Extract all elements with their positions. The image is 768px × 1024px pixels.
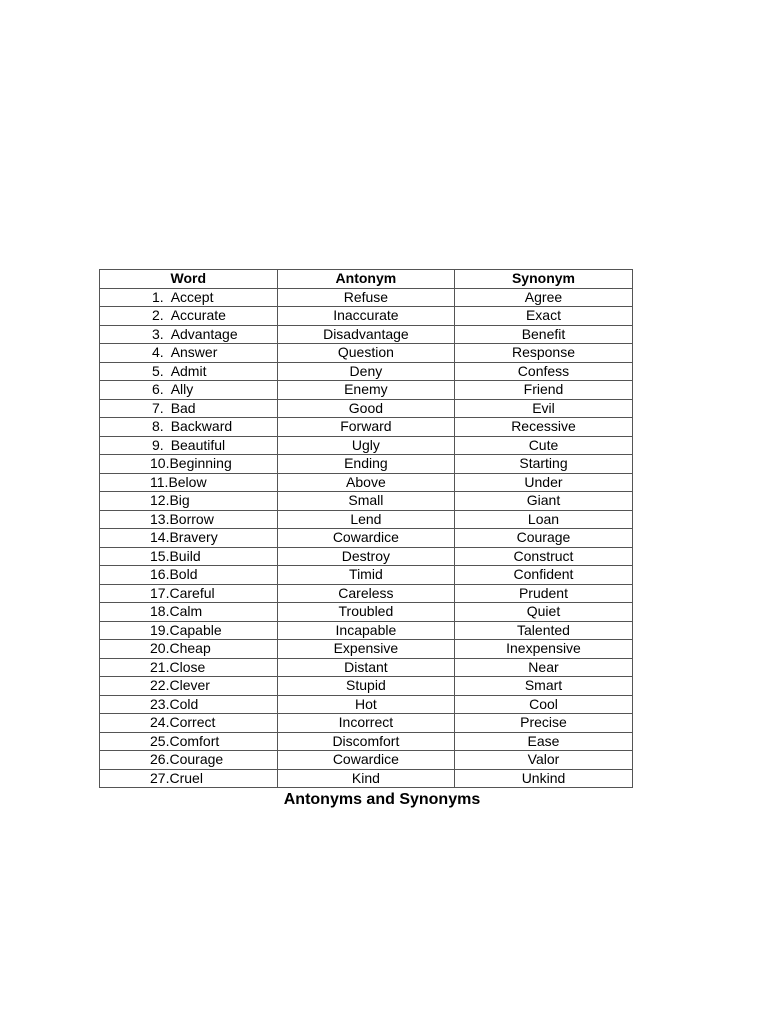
row-number: 9. [152, 436, 164, 453]
word-text: Backward [170, 418, 233, 435]
synonym-cell: Prudent [455, 584, 633, 603]
synonym-cell: Confess [455, 362, 633, 381]
word-cell [100, 436, 278, 455]
word-text: Capable [169, 621, 222, 638]
table-header-row [100, 270, 633, 289]
synonym-cell: Under [455, 473, 633, 492]
antonym-cell: Careless [277, 584, 455, 603]
table-row [100, 658, 633, 677]
table-row [100, 529, 633, 548]
table-row [100, 288, 633, 307]
word-text: Big [169, 492, 190, 509]
word-cell [100, 751, 278, 770]
row-number: 22. [150, 677, 170, 694]
antonym-cell: Hot [277, 695, 455, 714]
word-cell [100, 288, 278, 307]
word-text: Bold [169, 566, 198, 583]
word-text: Beginning [169, 455, 232, 472]
table-row [100, 399, 633, 418]
synonym-cell: Construct [455, 547, 633, 566]
word-text: Cheap [169, 640, 211, 657]
antonym-cell: Troubled [277, 603, 455, 622]
antonym-cell: Ending [277, 455, 455, 474]
word-text: Build [169, 547, 201, 564]
synonym-cell: Unkind [455, 769, 633, 788]
synonym-cell: Cute [455, 436, 633, 455]
synonym-cell: Benefit [455, 325, 633, 344]
table-row [100, 455, 633, 474]
word-text: Comfort [169, 732, 220, 749]
synonym-cell: Recessive [455, 418, 633, 437]
row-number: 12. [150, 492, 170, 509]
vocabulary-table [99, 269, 633, 788]
word-text: Cold [169, 695, 199, 712]
row-number: 5. [152, 362, 164, 379]
row-number: 19. [150, 621, 170, 638]
word-text: Careful [169, 584, 215, 601]
antonym-cell: Timid [277, 566, 455, 585]
synonym-cell: Precise [455, 714, 633, 733]
antonym-cell: Above [277, 473, 455, 492]
row-number: 27. [150, 769, 170, 786]
synonym-cell: Confident [455, 566, 633, 585]
antonym-cell: Enemy [277, 381, 455, 400]
row-number: 11. [150, 473, 169, 490]
row-number: 14. [150, 529, 170, 546]
antonym-cell: Forward [277, 418, 455, 437]
table-row [100, 732, 633, 751]
word-cell [100, 769, 278, 788]
word-text: Beautiful [170, 436, 226, 453]
synonym-cell: Near [455, 658, 633, 677]
antonym-cell: Incorrect [277, 714, 455, 733]
word-cell [100, 658, 278, 677]
word-cell [100, 510, 278, 529]
antonym-cell: Kind [277, 769, 455, 788]
word-text: Close [169, 658, 206, 675]
antonym-cell: Deny [277, 362, 455, 381]
antonym-cell: Ugly [277, 436, 455, 455]
row-number: 1. [152, 288, 164, 305]
row-number: 3. [152, 325, 164, 342]
table-row [100, 566, 633, 585]
table-row [100, 769, 633, 788]
word-text: Bad [170, 399, 196, 416]
table-row [100, 640, 633, 659]
row-number: 23. [150, 695, 170, 712]
synonym-cell: Exact [455, 307, 633, 326]
table-row [100, 362, 633, 381]
word-cell [100, 584, 278, 603]
column-header-word: Word [100, 270, 278, 289]
word-cell [100, 603, 278, 622]
row-number: 20. [150, 640, 170, 657]
word-text: Accept [170, 288, 214, 305]
row-number: 7. [152, 399, 164, 416]
row-number: 8. [152, 418, 164, 435]
word-cell [100, 399, 278, 418]
synonym-cell: Response [455, 344, 633, 363]
word-cell [100, 362, 278, 381]
word-text: Cruel [169, 769, 203, 786]
row-number: 21. [150, 658, 170, 675]
antonym-cell: Cowardice [277, 529, 455, 548]
table-row [100, 603, 633, 622]
row-number: 13. [150, 510, 170, 527]
document-page [99, 269, 632, 810]
synonym-cell: Talented [455, 621, 633, 640]
table-row [100, 436, 633, 455]
word-text: Answer [170, 344, 218, 361]
synonym-cell: Ease [455, 732, 633, 751]
row-number: 15. [150, 547, 170, 564]
row-number: 16. [150, 566, 170, 583]
synonym-cell: Giant [455, 492, 633, 511]
antonym-cell: Incapable [277, 621, 455, 640]
word-text: Advantage [170, 325, 238, 342]
row-number: 24. [150, 714, 170, 731]
word-text: Clever [169, 677, 210, 694]
word-cell [100, 677, 278, 696]
synonym-cell: Smart [455, 677, 633, 696]
row-number: 10. [150, 455, 170, 472]
synonym-cell: Evil [455, 399, 633, 418]
word-text: Courage [169, 751, 224, 768]
table-row [100, 307, 633, 326]
antonym-cell: Small [277, 492, 455, 511]
word-text: Accurate [170, 307, 226, 324]
row-number: 18. [150, 603, 170, 620]
word-cell [100, 566, 278, 585]
word-cell [100, 344, 278, 363]
table-row [100, 751, 633, 770]
word-text: Borrow [169, 510, 214, 527]
word-text: Ally [170, 381, 194, 398]
synonym-cell: Agree [455, 288, 633, 307]
table-caption: Antonyms and Synonyms [283, 791, 481, 808]
antonym-cell: Destroy [277, 547, 455, 566]
word-cell [100, 640, 278, 659]
table-row [100, 621, 633, 640]
antonym-cell: Question [277, 344, 455, 363]
table-row [100, 473, 633, 492]
antonym-cell: Inaccurate [277, 307, 455, 326]
word-text: Admit [170, 362, 207, 379]
synonym-cell: Friend [455, 381, 633, 400]
word-cell [100, 473, 278, 492]
word-cell [100, 492, 278, 511]
word-cell [100, 547, 278, 566]
antonym-cell: Distant [277, 658, 455, 677]
antonym-cell: Stupid [277, 677, 455, 696]
word-cell [100, 529, 278, 548]
table-row [100, 677, 633, 696]
antonym-cell: Good [277, 399, 455, 418]
table-row [100, 418, 633, 437]
word-cell [100, 307, 278, 326]
synonym-cell: Inexpensive [455, 640, 633, 659]
word-cell [100, 732, 278, 751]
row-number: 4. [152, 344, 164, 361]
antonym-cell: Expensive [277, 640, 455, 659]
row-number: 2. [152, 307, 164, 324]
table-row [100, 344, 633, 363]
antonym-cell: Lend [277, 510, 455, 529]
synonym-cell: Quiet [455, 603, 633, 622]
word-text: Below [168, 473, 207, 490]
word-cell [100, 621, 278, 640]
table-row [100, 695, 633, 714]
word-cell [100, 455, 278, 474]
antonym-cell: Disadvantage [277, 325, 455, 344]
word-cell [100, 418, 278, 437]
word-cell [100, 714, 278, 733]
synonym-cell: Courage [455, 529, 633, 548]
synonym-cell: Cool [455, 695, 633, 714]
antonym-cell: Cowardice [277, 751, 455, 770]
row-number: 26. [150, 751, 170, 768]
row-number: 25. [150, 732, 170, 749]
word-cell [100, 381, 278, 400]
table-row [100, 325, 633, 344]
synonym-cell: Loan [455, 510, 633, 529]
synonym-cell: Valor [455, 751, 633, 770]
row-number: 6. [152, 381, 164, 398]
synonym-cell: Starting [455, 455, 633, 474]
word-cell [100, 695, 278, 714]
table-row [100, 492, 633, 511]
column-header-synonym: Synonym [455, 270, 633, 289]
word-text: Bravery [169, 529, 218, 546]
table-row [100, 510, 633, 529]
table-row [100, 714, 633, 733]
table-row [100, 584, 633, 603]
word-text: Correct [169, 714, 216, 731]
table-row [100, 547, 633, 566]
antonym-cell: Discomfort [277, 732, 455, 751]
antonym-cell: Refuse [277, 288, 455, 307]
word-text: Calm [169, 603, 203, 620]
table-row [100, 381, 633, 400]
row-number: 17. [150, 584, 170, 601]
table-body [100, 288, 633, 788]
column-header-antonym: Antonym [277, 270, 455, 289]
word-cell [100, 325, 278, 344]
